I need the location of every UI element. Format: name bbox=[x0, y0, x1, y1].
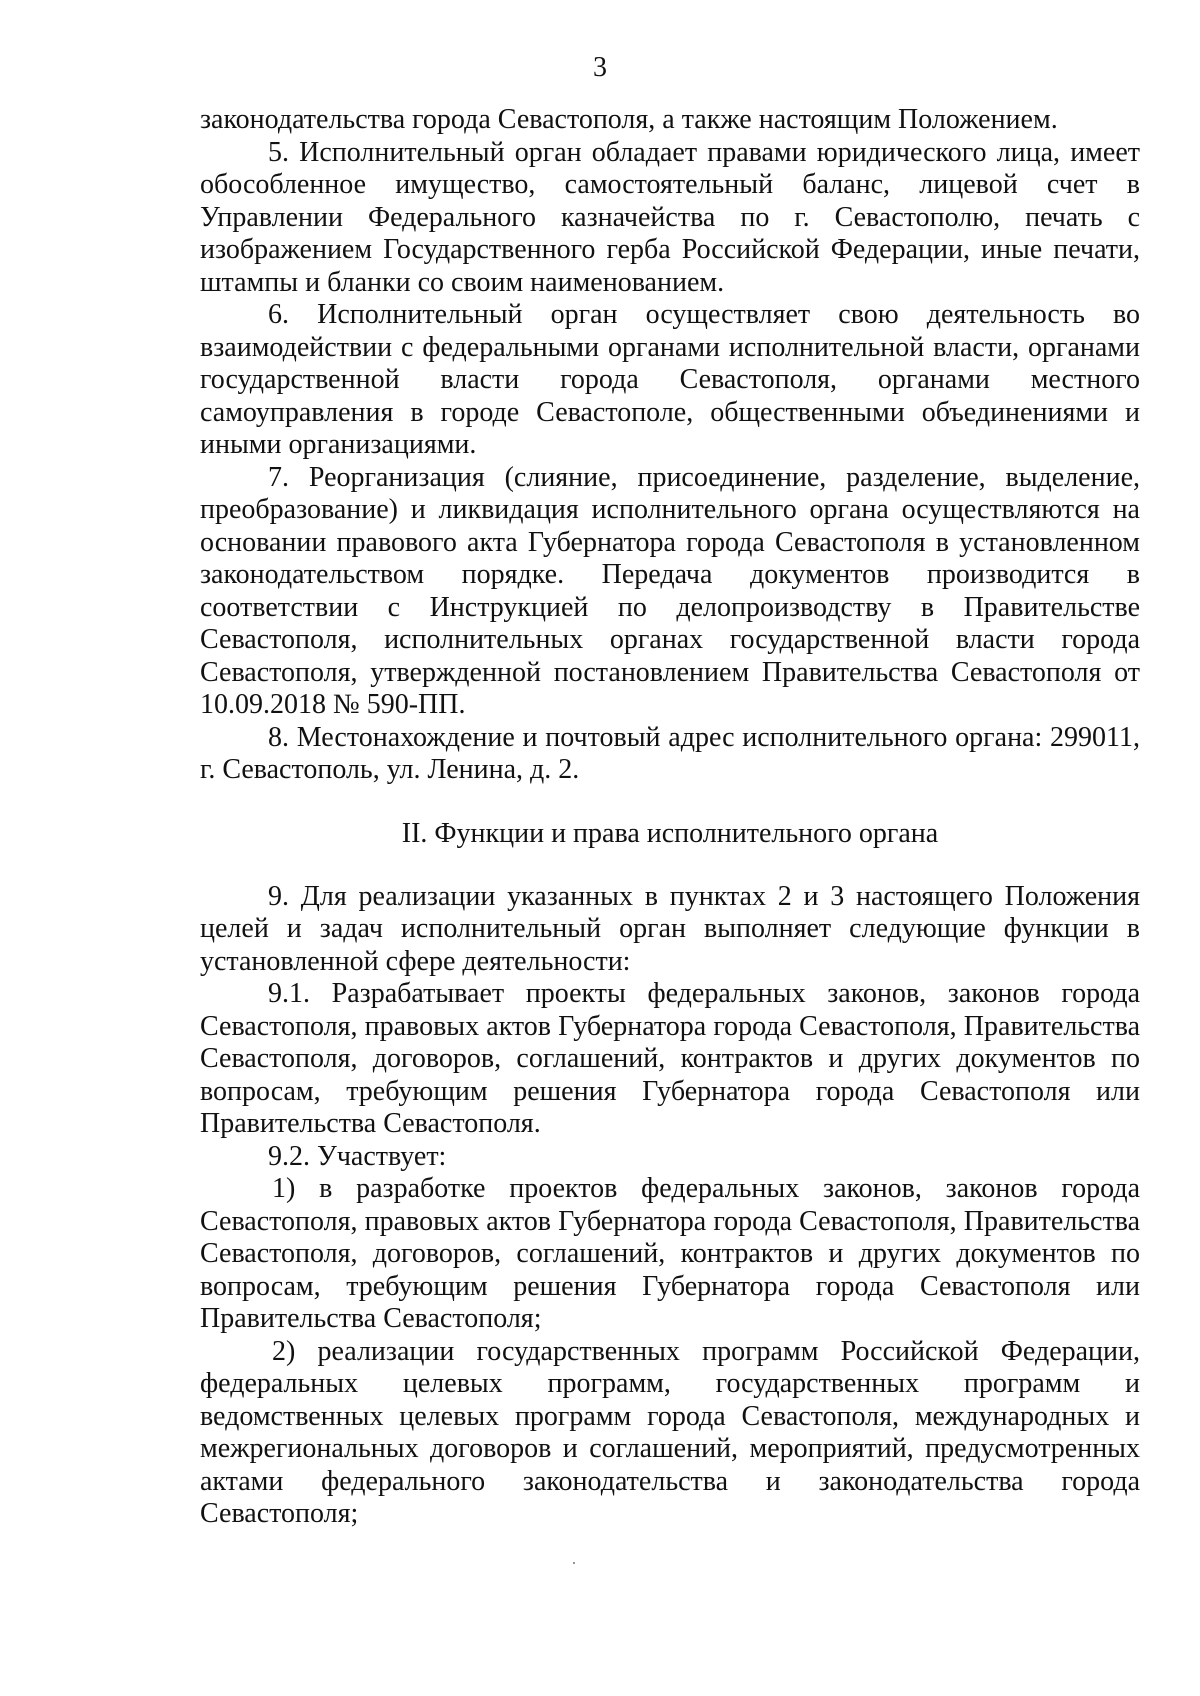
section-heading: II. Функции и права исполнительного органа bbox=[401, 817, 939, 849]
paragraph-item-9-2: 9.2. Участвует: bbox=[268, 1140, 447, 1172]
paragraph-item-8: 8. Местонахождение и почтовый адрес исполнительного органа: 299011, г. Севастополь, ул. Ленина, д. 2. bbox=[200, 721, 1140, 785]
paragraph-subitem-1: 1) в разработке проектов федеральных законов, законов города Севастополя, правовых актов Губернатора города Севастополя, Правительства Севастополя, договоров, соглашений, контрактов и других документов по вопросам, требующим решения Губернатора города Севастополя или Правительства Севастополя; bbox=[200, 1173, 1140, 1334]
page-number: 3 bbox=[593, 52, 607, 83]
paragraph-subitem-2: 2) реализации государственных программ Российской Федерации, федеральных целевых программ, государственных программ и ведомственных целевых программ города Севастополя, международных и межрегиональных договоров и соглашений, мероприятий, предусмотренных актами федерального законодательства и законодательства города Севастополя; bbox=[200, 1335, 1140, 1529]
paragraph-item-6: 6. Исполнительный орган осуществляет свою деятельность во взаимодействии с федеральными органами исполнительной власти, органами государственной власти города Севастополя, органами местного самоуправления в городе Севастополе, общественными объединениями и иными организациями. bbox=[200, 299, 1140, 460]
paragraph-continuation: законодательства города Севастополя, а также настоящим Положением. bbox=[200, 104, 1058, 135]
scan-speck bbox=[573, 1562, 575, 1564]
paragraph-item-9-1: 9.1. Разрабатывает проекты федеральных законов, законов города Севастополя, правовых актов Губернатора города Севастополя, Правительства Севастополя, договоров, соглашений, контрактов и других документов по вопросам, требующим решения Губернатора города Севастополя или Правительства Севастополя. bbox=[200, 978, 1140, 1139]
paragraph-item-7: 7. Реорганизация (слияние, присоединение, разделение, выделение, преобразование) и ликвидация исполнительного органа осуществляются на основании правового акта Губернатора города Севастополя в установленном законодательством порядке. Передача документов производится в соответствии с Инструкцией по делопроизводству в Правительстве Севастополя, исполнительных органах государственной власти города Севастополя, утвержденной постановлением Правительства Севастополя от 10.09.2018 № 590-ПП. bbox=[200, 461, 1140, 720]
paragraph-item-9: 9. Для реализации указанных в пунктах 2 и 3 настоящего Положения целей и задач исполнительный орган выполняет следующие функции в установленной сфере деятельности: bbox=[200, 880, 1140, 977]
paragraph-item-5: 5. Исполнительный орган обладает правами юридического лица, имеет обособленное имущество, самостоятельный баланс, лицевой счет в Управлении Федерального казначейства по г. Севастополю, печать с изображением Государственного герба Российской Федерации, иные печати, штампы и бланки со своим наименованием. bbox=[200, 136, 1140, 298]
document-body bbox=[200, 104, 1140, 1531]
